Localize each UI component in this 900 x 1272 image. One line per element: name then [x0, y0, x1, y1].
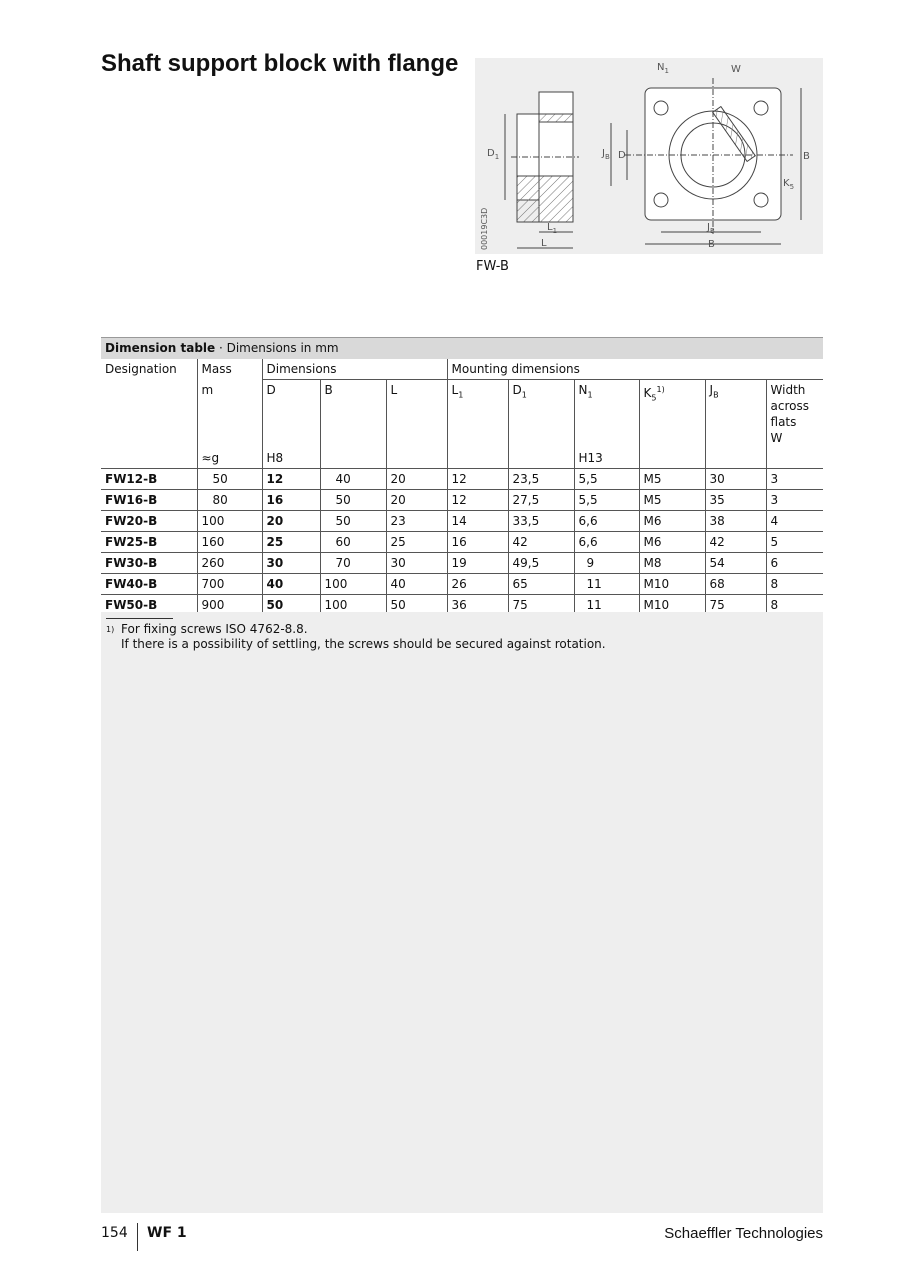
cell-k5: M6: [639, 511, 705, 532]
cell-jb: 30: [705, 469, 766, 490]
cell-k5: M5: [639, 469, 705, 490]
cell-mass: 900: [197, 595, 262, 616]
col-l1: $L_1$: [447, 380, 508, 449]
cell-k5: M6: [639, 532, 705, 553]
cell-b: 40: [320, 469, 386, 490]
cell-b: 50: [320, 490, 386, 511]
cell-w: 8: [766, 595, 823, 616]
col-n1: $N_1$: [574, 380, 639, 449]
cell-k5: M5: [639, 490, 705, 511]
cell-jb: 75: [705, 595, 766, 616]
footnote-area: [101, 612, 823, 1213]
cell-l: 40: [386, 574, 447, 595]
cell-d: 16: [262, 490, 320, 511]
cell-d1: 33,5: [508, 511, 574, 532]
d-tolerance: H8: [262, 448, 320, 469]
cell-n1: 5,5: [574, 469, 639, 490]
footer-separator: [137, 1223, 138, 1251]
technical-drawing: [475, 58, 823, 254]
label-w: W: [731, 64, 741, 75]
col-d1: $D_1$: [508, 380, 574, 449]
cell-l: 25: [386, 532, 447, 553]
col-designation: Designation: [105, 362, 177, 376]
cell-b: 100: [320, 574, 386, 595]
cell-jb: 35: [705, 490, 766, 511]
cell-d: 25: [262, 532, 320, 553]
cell-n1: 6,6: [574, 532, 639, 553]
cell-designation: FW16-B: [101, 490, 197, 511]
col-jb: $J_B$: [705, 380, 766, 449]
cell-l1: 36: [447, 595, 508, 616]
cell-d1: 65: [508, 574, 574, 595]
cell-d: 12: [262, 469, 320, 490]
cell-l1: 12: [447, 490, 508, 511]
label-jb-bottom: $J_B$: [707, 222, 715, 235]
cell-d: 40: [262, 574, 320, 595]
cell-jb: 38: [705, 511, 766, 532]
table-row: [101, 469, 823, 490]
cell-l: 50: [386, 595, 447, 616]
cell-d: 20: [262, 511, 320, 532]
cell-l1: 26: [447, 574, 508, 595]
table-row: [101, 553, 823, 574]
cell-w: 3: [766, 490, 823, 511]
cell-l1: 12: [447, 469, 508, 490]
page-number: 154: [101, 1225, 128, 1241]
cell-jb: 42: [705, 532, 766, 553]
image-code: 00019C3D: [480, 207, 489, 250]
cell-jb: 54: [705, 553, 766, 574]
col-mounting: Mounting dimensions: [447, 359, 823, 380]
cell-l: 23: [386, 511, 447, 532]
table-header-bar: [101, 337, 823, 359]
table-subtitle: · Dimensions in mm: [215, 341, 339, 355]
footnote: [106, 622, 606, 651]
n1-tolerance: H13: [574, 448, 639, 469]
cell-w: 4: [766, 511, 823, 532]
cell-l1: 16: [447, 532, 508, 553]
table-row: [101, 490, 823, 511]
col-dimensions: Dimensions: [262, 359, 447, 380]
col-l: L: [386, 380, 447, 449]
col-mass: Mass: [197, 359, 262, 380]
cell-d1: 49,5: [508, 553, 574, 574]
cell-mass: 100: [197, 511, 262, 532]
col-d: D: [262, 380, 320, 449]
figure-caption: FW-B: [476, 259, 509, 274]
cell-b: 70: [320, 553, 386, 574]
cell-l: 20: [386, 490, 447, 511]
label-l: L: [541, 238, 547, 249]
cell-designation: FW40-B: [101, 574, 197, 595]
cell-designation: FW20-B: [101, 511, 197, 532]
cell-n1: 11: [574, 574, 639, 595]
cell-n1: 5,5: [574, 490, 639, 511]
cell-l: 30: [386, 553, 447, 574]
side-view: [505, 92, 579, 248]
cell-mass: 700: [197, 574, 262, 595]
cell-b: 60: [320, 532, 386, 553]
cell-mass: 260: [197, 553, 262, 574]
cell-w: 5: [766, 532, 823, 553]
cell-designation: FW50-B: [101, 595, 197, 616]
cell-l1: 14: [447, 511, 508, 532]
mass-unit: ≈g: [197, 448, 262, 469]
table-title: Dimension table: [105, 341, 216, 355]
cell-d: 30: [262, 553, 320, 574]
cell-designation: FW30-B: [101, 553, 197, 574]
label-jb-left: $J_B$: [602, 148, 610, 161]
cell-l: 20: [386, 469, 447, 490]
cell-mass: 160: [197, 532, 262, 553]
cell-b: 50: [320, 511, 386, 532]
footnote-line1: For fixing screws ISO 4762-8.8.: [121, 622, 308, 636]
cell-d1: 27,5: [508, 490, 574, 511]
table-row: [101, 574, 823, 595]
cell-n1: 11: [574, 595, 639, 616]
footnote-marker: 1): [106, 625, 115, 634]
cell-w: 8: [766, 574, 823, 595]
label-l1: $L_1$: [547, 222, 558, 235]
col-m: m: [197, 380, 262, 449]
label-d1: $D_1$: [487, 148, 500, 161]
cell-l1: 19: [447, 553, 508, 574]
dimension-table: [101, 337, 823, 616]
cell-mass: 50: [197, 469, 262, 490]
table-row: [101, 532, 823, 553]
page-footer: [101, 1223, 823, 1251]
cell-k5: M10: [639, 595, 705, 616]
cell-mass: 80: [197, 490, 262, 511]
table-row: [101, 511, 823, 532]
cell-k5: M8: [639, 553, 705, 574]
col-k5: $K_5^{1)}$: [639, 380, 705, 449]
cell-designation: FW25-B: [101, 532, 197, 553]
cell-b: 100: [320, 595, 386, 616]
cell-n1: 9: [574, 553, 639, 574]
cell-w: 3: [766, 469, 823, 490]
label-b-bottom: B: [708, 239, 715, 250]
label-n1: $N_1$: [657, 62, 669, 75]
cell-n1: 6,6: [574, 511, 639, 532]
cell-d1: 23,5: [508, 469, 574, 490]
section-code: WF 1: [147, 1225, 187, 1241]
label-k5: $K_5$: [783, 178, 795, 191]
cell-d: 50: [262, 595, 320, 616]
col-w: Width across flats W: [766, 380, 823, 449]
footnote-line2: If there is a possibility of settling, the screws should be secured against rotation.: [121, 637, 606, 651]
cell-d1: 75: [508, 595, 574, 616]
label-b-right: B: [803, 151, 810, 162]
cell-w: 6: [766, 553, 823, 574]
cell-d1: 42: [508, 532, 574, 553]
col-b: B: [320, 380, 386, 449]
brand-name: Schaeffler Technologies: [664, 1225, 823, 1242]
cell-k5: M10: [639, 574, 705, 595]
page-title: Shaft support block with flange: [101, 50, 459, 77]
cell-designation: FW12-B: [101, 469, 197, 490]
cell-jb: 68: [705, 574, 766, 595]
label-d: D: [618, 150, 626, 161]
front-view: [611, 78, 801, 244]
footnote-rule: [106, 618, 173, 619]
